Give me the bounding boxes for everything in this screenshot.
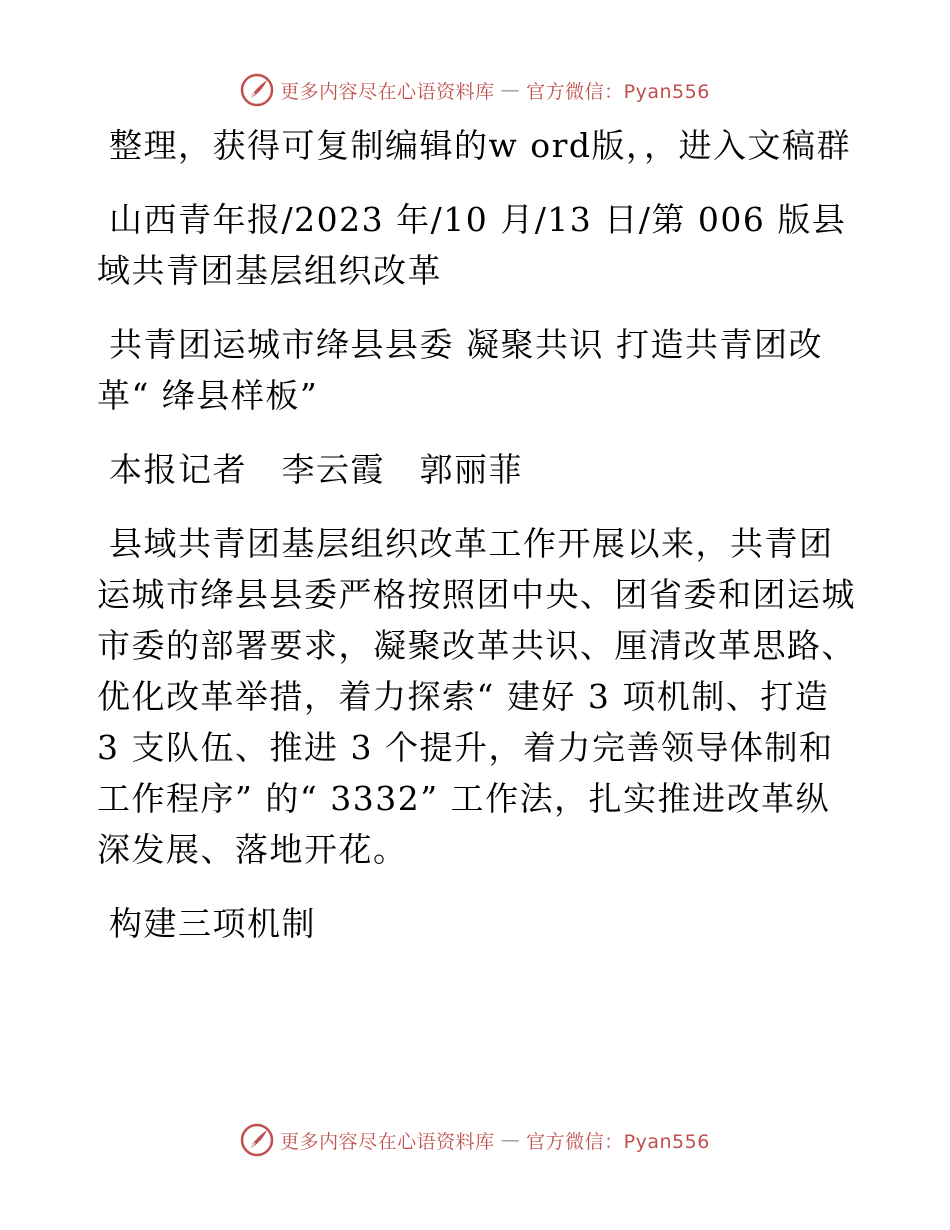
- watermark-dash: —: [500, 1129, 521, 1151]
- feather-pen-icon: [240, 73, 274, 107]
- footer-watermark: [0, 1120, 950, 1160]
- watermark-wechat-text: 官方微信：Pyan556: [526, 80, 710, 103]
- watermark-wechat-text: 官方微信：Pyan556: [526, 1130, 710, 1153]
- paragraph-section-heading: 构建三项机制: [109, 904, 316, 943]
- watermark-dash: —: [500, 79, 521, 101]
- paragraph-byline: 本报记者 李云霞 郭丽菲: [109, 450, 523, 489]
- feather-pen-icon: [240, 1123, 274, 1157]
- paragraph-body: 县域共青团基层组织改革工作开展以来，共青团运城市绛县县委严格按照团中央、团省委和团运城市委的部署要求，凝聚改革共识、厘清改革思路、优化改革举措，着力探索“ 建好 3 项机制、打造 3 支队伍、推进 3 个提升，着力完善领导体制和工作程序” 的“ 3332” 工作法，扎实推进改革纵深发展、落地开花。: [97, 524, 856, 869]
- watermark-main-text: 更多内容尽在心语资料库: [280, 80, 495, 103]
- paragraph-source: 山西青年报/2023 年/10 月/13 日/第 006 版县域共青团基层组织改革: [97, 200, 847, 290]
- document-body: [97, 120, 857, 972]
- header-watermark: [0, 70, 950, 110]
- paragraph-headline: 共青团运城市绛县县委 凝聚共识 打造共青团改革“ 绛县样板”: [97, 325, 823, 415]
- paragraph-intro: 整理，获得可复制编辑的w ord版，，进入文稿群: [109, 126, 852, 165]
- watermark-main-text: 更多内容尽在心语资料库: [280, 1130, 495, 1153]
